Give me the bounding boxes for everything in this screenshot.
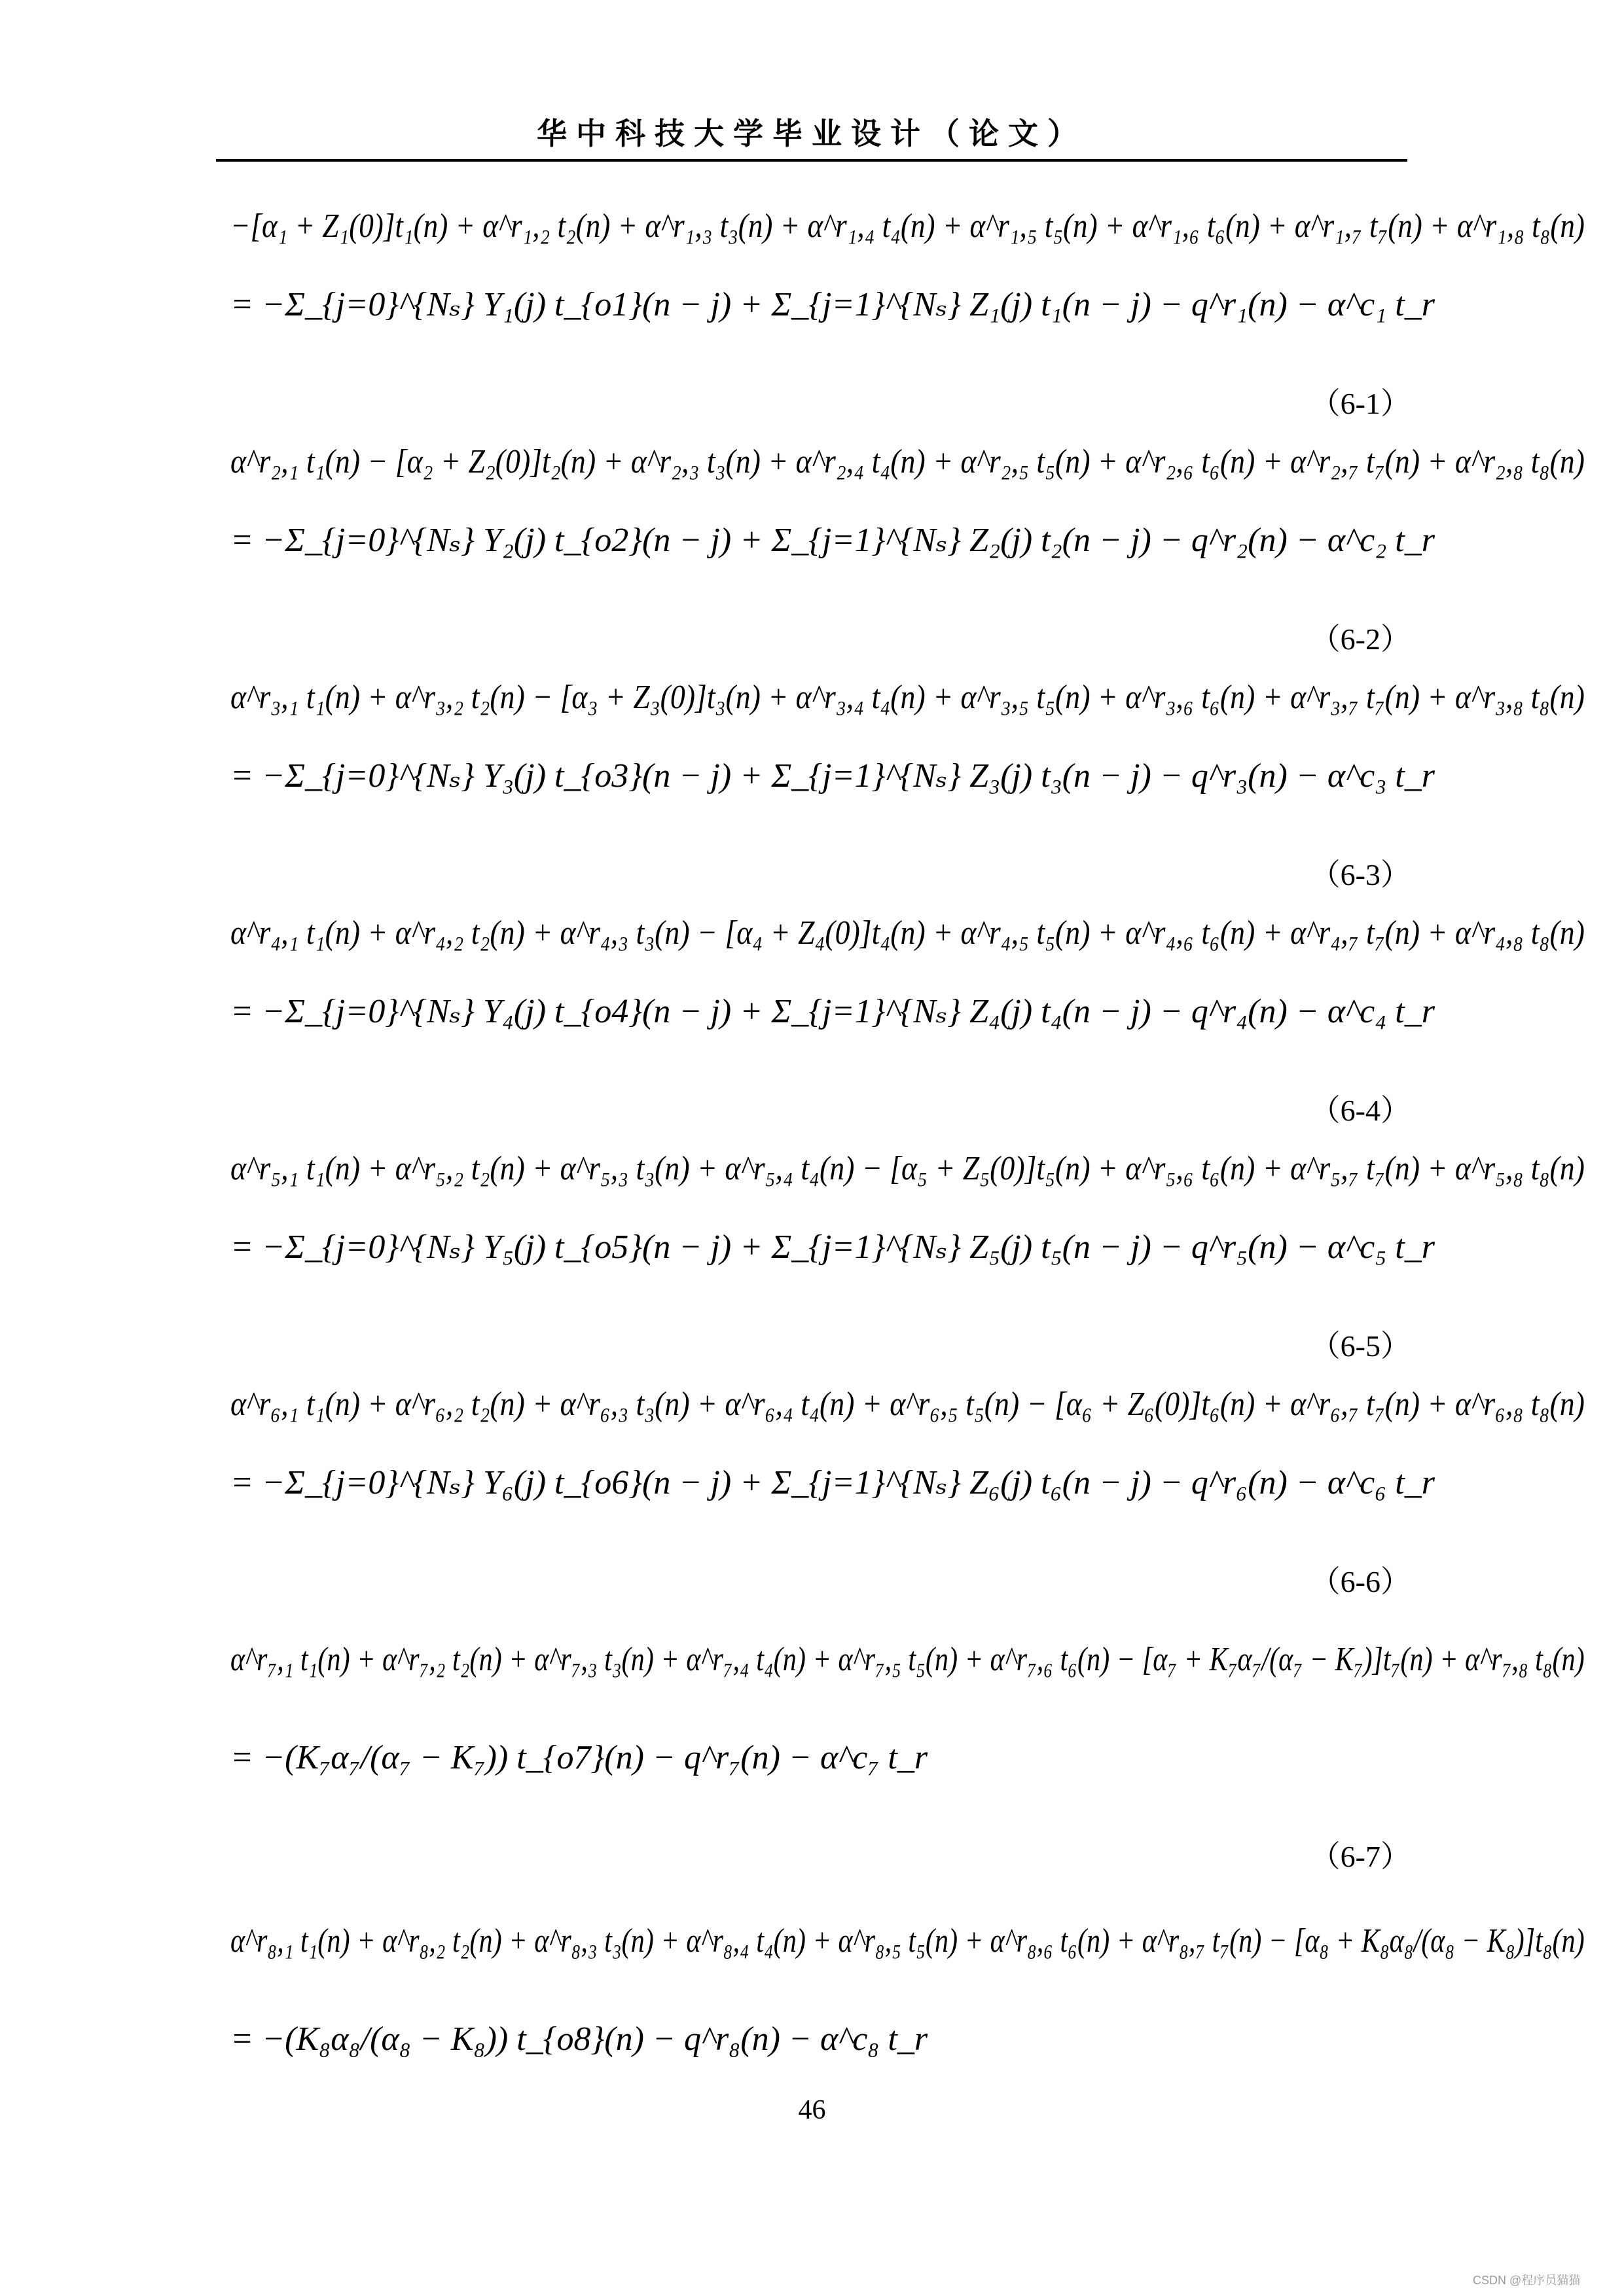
- equation-6-2-lhs: α^r₂,₁ t₁(n) − [α₂ + Z₂(0)]t₂(n) + α^r₂,₃ t₃(n) + α^r₂,₄ t₄(n) + α^r₂,₅ t₅(n) + α^r₂,₆ t₆(n) + α^r₂,₇ t₇(n) + α^r₂,₈ t₈(n): [230, 443, 1585, 480]
- equation-number-6-3: （6-3）: [1310, 858, 1411, 891]
- watermark: CSDN @程序员猫猫: [1473, 2274, 1581, 2287]
- equation-6-1-lhs: −[α₁ + Z₁(0)]t₁(n) + α^r₁,₂ t₂(n) + α^r₁,₃ t₃(n) + α^r₁,₄ t₄(n) + α^r₁,₅ t₅(n) + α^r₁,₆ t₆(n) + α^r₁,₇ t₇(n) + α^r₁,₈ t₈(n): [230, 207, 1585, 245]
- equation-number-6-6: （6-6）: [1310, 1565, 1411, 1598]
- equation-6-2-rhs: = −Σ_{j=0}^{Nₛ} Y₂(j) t_{o2}(n − j) + Σ_{j=1}^{Nₛ} Z₂(j) t₂(n − j) − q^r₂(n) − α^c₂ t_r: [230, 522, 1435, 559]
- equation-number-6-1: （6-1）: [1310, 387, 1411, 420]
- equation-6-4-lhs: α^r₄,₁ t₁(n) + α^r₄,₂ t₂(n) + α^r₄,₃ t₃(n) − [α₄ + Z₄(0)]t₄(n) + α^r₄,₅ t₅(n) + α^r₄,₆ t₆(n) + α^r₄,₇ t₇(n) + α^r₄,₈ t₈(n): [230, 914, 1585, 952]
- equation-6-4-rhs: = −Σ_{j=0}^{Nₛ} Y₄(j) t_{o4}(n − j) + Σ_{j=1}^{Nₛ} Z₄(j) t₄(n − j) − q^r₄(n) − α^c₄ t_r: [230, 993, 1435, 1030]
- page-header: 华中科技大学毕业设计（论文）: [537, 117, 1087, 151]
- equation-6-5-rhs: = −Σ_{j=0}^{Nₛ} Y₅(j) t_{o5}(n − j) + Σ_{j=1}^{Nₛ} Z₅(j) t₅(n − j) − q^r₅(n) − α^c₅ t_r: [230, 1229, 1435, 1266]
- equation-6-5-lhs: α^r₅,₁ t₁(n) + α^r₅,₂ t₂(n) + α^r₅,₃ t₃(n) + α^r₅,₄ t₄(n) − [α₅ + Z₅(0)]t₅(n) + α^r₅,₆ t₆(n) + α^r₅,₇ t₇(n) + α^r₅,₈ t₈(n): [230, 1150, 1585, 1187]
- equation-6-7-rhs: = −(K₇α₇/(α₇ − K₇)) t_{o7}(n) − q^r₇(n) − α^c₇ t_r: [230, 1739, 928, 1776]
- equation-6-3-lhs: α^r₃,₁ t₁(n) + α^r₃,₂ t₂(n) − [α₃ + Z₃(0)]t₃(n) + α^r₃,₄ t₄(n) + α^r₃,₅ t₅(n) + α^r₃,₆ t₆(n) + α^r₃,₇ t₇(n) + α^r₃,₈ t₈(n): [230, 679, 1585, 716]
- equation-number-6-2: （6-2）: [1310, 622, 1411, 656]
- equation-6-1-rhs: = −Σ_{j=0}^{Nₛ} Y₁(j) t_{o1}(n − j) + Σ_{j=1}^{Nₛ} Z₁(j) t₁(n − j) − q^r₁(n) − α^c₁ t_r: [230, 286, 1435, 323]
- equation-number-6-7: （6-7）: [1310, 1840, 1411, 1873]
- equation-6-6-lhs: α^r₆,₁ t₁(n) + α^r₆,₂ t₂(n) + α^r₆,₃ t₃(n) + α^r₆,₄ t₄(n) + α^r₆,₅ t₅(n) − [α₆ + Z₆(0)]t₆(n) + α^r₆,₇ t₇(n) + α^r₆,₈ t₈(n): [230, 1386, 1585, 1423]
- equation-6-8-rhs: = −(K₈α₈/(α₈ − K₈)) t_{o8}(n) − q^r₈(n) − α^c₈ t_r: [230, 2020, 928, 2058]
- equation-6-8-lhs: α^r₈,₁ t₁(n) + α^r₈,₂ t₂(n) + α^r₈,₃ t₃(n) + α^r₈,₄ t₄(n) + α^r₈,₅ t₅(n) + α^r₈,₆ t₆(n) + α^r₈,₇ t₇(n) − [α₈ + K₈α₈/(α₈ − K₈)]t₈(n): [230, 1922, 1585, 1960]
- page-number: 46: [798, 2095, 826, 2125]
- equation-6-3-rhs: = −Σ_{j=0}^{Nₛ} Y₃(j) t_{o3}(n − j) + Σ_{j=1}^{Nₛ} Z₃(j) t₃(n − j) − q^r₃(n) − α^c₃ t_r: [230, 757, 1435, 795]
- equation-number-6-4: （6-4）: [1310, 1094, 1411, 1127]
- header-rule: [216, 159, 1407, 162]
- equation-6-7-lhs: α^r₇,₁ t₁(n) + α^r₇,₂ t₂(n) + α^r₇,₃ t₃(n) + α^r₇,₄ t₄(n) + α^r₇,₅ t₅(n) + α^r₇,₆ t₆(n) − [α₇ + K₇α₇/(α₇ − K₇)]t₇(n) + α^r₇,₈ t₈(n): [230, 1641, 1585, 1678]
- equation-number-6-5: （6-5）: [1310, 1329, 1411, 1363]
- equation-6-6-rhs: = −Σ_{j=0}^{Nₛ} Y₆(j) t_{o6}(n − j) + Σ_{j=1}^{Nₛ} Z₆(j) t₆(n − j) − q^r₆(n) − α^c₆ t_r: [230, 1464, 1435, 1501]
